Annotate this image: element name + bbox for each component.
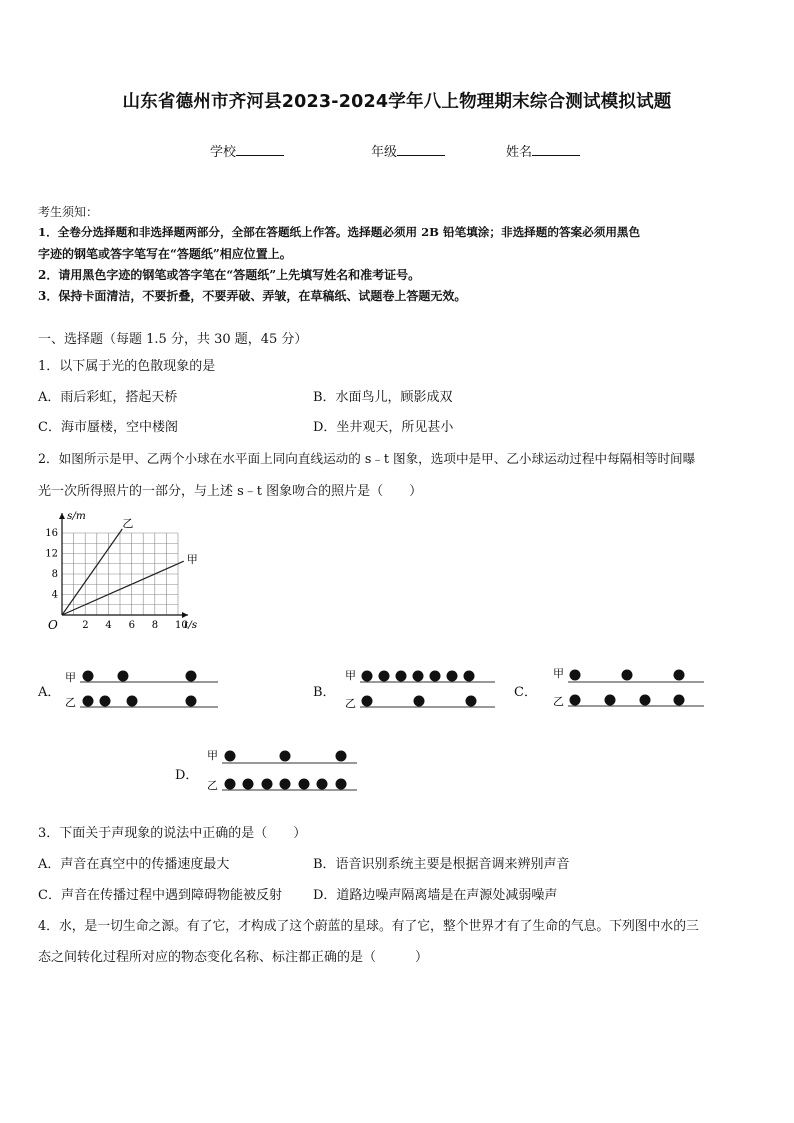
- jia-label: 甲: [553, 667, 564, 680]
- ball: [605, 695, 616, 706]
- q2-option-a-label: A．: [38, 685, 61, 700]
- ball: [100, 696, 111, 707]
- q3-option-a: A．声音在真空中的传播速度最大: [38, 857, 230, 872]
- ball: [413, 671, 424, 682]
- ball: [118, 671, 129, 682]
- notice-heading: 考生须知：: [38, 205, 99, 219]
- x-tick-label: 2: [82, 620, 89, 631]
- x-tick-label: 8: [151, 620, 159, 631]
- ball: [225, 779, 236, 790]
- x-tick-label: 6: [128, 620, 135, 631]
- school-field: [210, 141, 284, 160]
- y-tick-label: 8: [51, 569, 58, 580]
- q2-option-b-label: B．: [313, 685, 336, 700]
- yi-label: 乙: [345, 697, 356, 710]
- x-tick-label: 10: [175, 620, 188, 631]
- q1-option-c: C．海市蜃楼，空中楼阁: [38, 420, 178, 435]
- q2-stem-line-2: 光一次所得照片的一部分，与上述 s﹣t 图象吻合的照片是（ ）: [38, 484, 423, 499]
- ball: [447, 671, 458, 682]
- yi-label: 乙: [207, 779, 218, 792]
- ball: [243, 779, 254, 790]
- ball: [464, 671, 475, 682]
- series-label-jia: 甲: [186, 553, 198, 567]
- ball: [336, 751, 347, 762]
- section-heading: 一、选择题（每题 1.5 分，共 30 题，45 分）: [38, 332, 308, 347]
- q1-stem: 1．以下属于光的色散现象的是: [38, 359, 216, 374]
- ball: [186, 671, 197, 682]
- ball: [336, 779, 347, 790]
- school-blank: [236, 143, 284, 156]
- ball: [570, 670, 581, 681]
- series-label-yi: 乙: [122, 516, 134, 530]
- ball: [83, 671, 94, 682]
- grade-blank: [397, 143, 445, 156]
- jia-label: 甲: [65, 671, 76, 684]
- q2-stem-line-1: 2．如图所示是甲、乙两个小球在水平面上同向直线运动的 s﹣t 图象，选项中是甲、乙小球运动过程中每隔相等时间曝: [38, 451, 696, 466]
- yi-label: 乙: [65, 696, 76, 709]
- grade-label: 年级: [371, 145, 398, 160]
- ball: [299, 779, 310, 790]
- q2-option-d-label: D．: [175, 768, 199, 783]
- y-axis-arrow: [59, 513, 65, 519]
- yi-label: 乙: [553, 695, 564, 708]
- ball: [622, 670, 633, 681]
- option-b-strip: [340, 664, 500, 712]
- q1-option-d: D．坐井观天，所见甚小: [313, 420, 454, 435]
- chart-labels: [45, 510, 198, 632]
- ball: [570, 695, 581, 706]
- x-tick-label: 4: [105, 620, 112, 631]
- q3-option-b: B．语音识别系统主要是根据音调来辨别声音: [313, 857, 570, 872]
- q3-option-d: D．道路边噪声隔离墙是在声源处减弱噪声: [313, 888, 558, 903]
- origin-label: O: [48, 618, 58, 632]
- ball: [280, 751, 291, 762]
- q1-option-a: A．雨后彩虹，搭起天桥: [38, 390, 178, 405]
- q4-stem-line-1: 4．水，是一切生命之源。有了它，才构成了这个蔚蓝的星球。有了它，整个世界才有了生命的气息。下列图中水的三: [38, 919, 699, 934]
- q3-option-c: C．声音在传播过程中遇到障碍物能被反射: [38, 888, 282, 903]
- chart-lines: [62, 529, 184, 615]
- notice-item-2: 2．请用黑色字迹的钢笔或答字笔在“答题纸”上先填写姓名和准考证号。: [38, 268, 421, 282]
- x-axis-label: t/s: [184, 619, 198, 631]
- name-label: 姓名: [506, 145, 533, 160]
- ball: [262, 779, 273, 790]
- y-tick-label: 4: [51, 589, 58, 601]
- ball: [186, 696, 197, 707]
- q3-stem: 3．下面关于声现象的说法中正确的是（ ）: [38, 826, 307, 841]
- jia-label: 甲: [207, 749, 218, 762]
- ball: [225, 751, 236, 762]
- ball: [379, 671, 390, 682]
- ball: [430, 671, 441, 682]
- jia-label: 甲: [345, 669, 356, 682]
- name-blank: [532, 143, 580, 156]
- ball: [674, 695, 685, 706]
- school-label: 学校: [210, 145, 237, 160]
- q2-option-c-label: C．: [514, 685, 537, 700]
- ball: [317, 779, 328, 790]
- q4-stem-line-2: 态之间转化过程所对应的物态变化名称、标注都正确的是（ ）: [38, 950, 429, 965]
- ball: [396, 671, 407, 682]
- ball: [362, 696, 373, 707]
- y-tick-label: 16: [45, 528, 58, 539]
- ball: [466, 696, 477, 707]
- st-graph: [40, 503, 220, 643]
- ball: [280, 779, 291, 790]
- notice-item-3: 3．保持卡面清洁，不要折叠，不要弄破、弄皱，在草稿纸、试题卷上答题无效。: [38, 289, 467, 303]
- ball: [640, 695, 651, 706]
- ball: [362, 671, 373, 682]
- ball: [83, 696, 94, 707]
- y-tick-label: 12: [45, 548, 58, 560]
- option-d-strip: [202, 744, 362, 794]
- option-a-strip: [60, 664, 220, 712]
- notice-item-1-line-2: 字迹的钢笔或答字笔写在“答题纸”相应位置上。: [38, 247, 292, 261]
- page-title: 山东省德州市齐河县2023-2024学年八上物理期末综合测试模拟试题: [122, 92, 672, 112]
- grade-field: [371, 141, 445, 160]
- name-field: [506, 141, 580, 160]
- ball: [674, 670, 685, 681]
- x-axis-arrow: [182, 612, 188, 618]
- ball: [127, 696, 138, 707]
- option-c-strip: [548, 662, 708, 710]
- notice-item-1-line-1: 1．全卷分选择题和非选择题两部分，全部在答题纸上作答。选择题必须用 2B 铅笔填涂；非选择题的答案必须用黑色: [38, 225, 641, 239]
- ball: [414, 696, 425, 707]
- y-axis-label: s/m: [67, 510, 86, 522]
- chart-grid: [62, 533, 178, 615]
- q1-option-b: B．水面鸟儿，顾影成双: [313, 390, 453, 405]
